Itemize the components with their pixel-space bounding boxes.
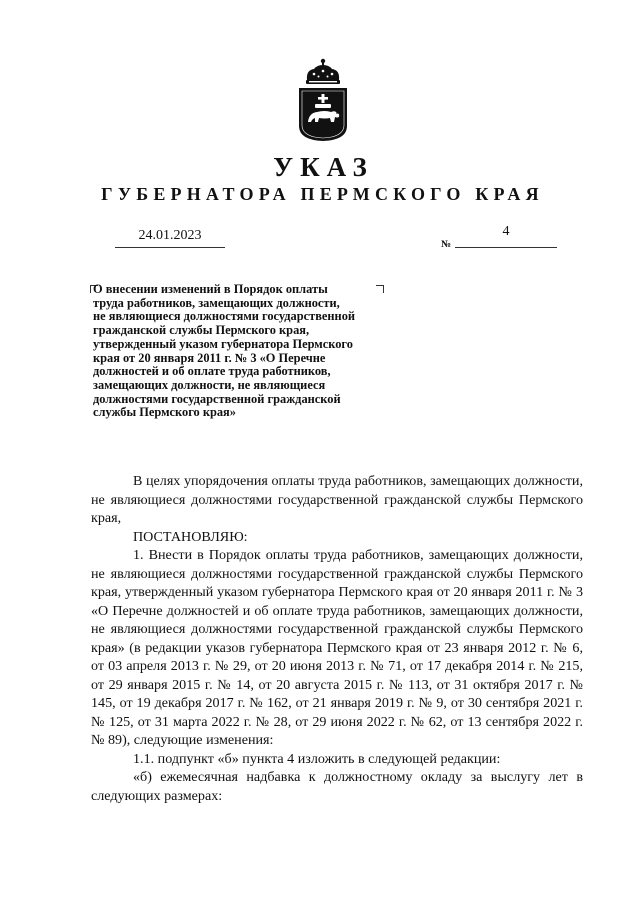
subject-line: службы Пермского края» xyxy=(93,405,236,420)
subject-line: утвержденный указом губернатора Пермского xyxy=(93,336,353,351)
item-1-paragraph: 1. Внести в Порядок оплаты труда работников, замещающих должности, не являющиеся должностями государственной гражданской службы Пермского края, утвержденный указом губернатора Пермского края от 20 января 2011 г. № 3 «О Перечне должностей и об оплате труда работников, замещающих должности, не являющиеся должностями государственной гражданской службы Пермского края» (в редакции указов губернатора Пермского края от 23 января 2012 г. № 6, от 03 апреля 2013 г. № 29, от 20 июня 2013 г. № 71, от 17 декабря 2014 г. № 215, от 29 января 2015 г. № 14, от 20 августа 2015 г. № 113, от 31 октября 2017 г. № 145, от 19 декабря 2017 г. № 162, от 21 января 2019 г. № 9, от 30 сентября 2021 г. № 125, от 31 марта 2022 г. № 28, от 29 июня 2022 г. № 62, от 13 сентября 2022 г. № 89), следующие изменения: xyxy=(91,547,583,748)
subject-line: О внесении изменений в Порядок оплаты xyxy=(93,282,328,296)
decree-heading: ПОСТАНОВЛЯЮ: xyxy=(133,528,248,545)
subject-line: должностей и об оплате труда работников, xyxy=(93,364,331,379)
subject-line: края от 20 января 2011 г. № 3 «О Перечне xyxy=(93,350,326,365)
coat-of-arms-icon xyxy=(297,58,349,142)
item-b-paragraph: «б) ежемесячная надбавка к должностному окладу за выслугу лет в следующих размерах: xyxy=(91,769,583,804)
subject-line: замещающих должности, не являющиеся xyxy=(93,377,326,392)
subject-line: гражданской службы Пермского края, xyxy=(93,323,310,338)
document-subject xyxy=(93,283,433,420)
subject-line: должностями государственной гражданской xyxy=(93,391,341,406)
document-type-title: УКАЗ xyxy=(273,152,374,182)
subject-line: труда работников, замещающих должности, xyxy=(93,295,340,310)
subject-line: не являющиеся должностями государственной xyxy=(93,309,356,324)
document-number: 4 xyxy=(455,224,557,248)
document-date: 24.01.2023 xyxy=(115,228,225,248)
number-sign: № xyxy=(441,239,452,250)
document-body xyxy=(91,472,583,805)
issuer-title: ГУБЕРНАТОРА ПЕРМСКОГО КРАЯ xyxy=(101,184,544,204)
item-1-1-paragraph: 1.1. подпункт «б» пункта 4 изложить в следующей редакции: xyxy=(133,750,501,767)
preamble-paragraph: В целях упорядочения оплаты труда работников, замещающих должности, не являющиеся должностями государственной гражданской службы Пермского края, xyxy=(91,473,583,526)
